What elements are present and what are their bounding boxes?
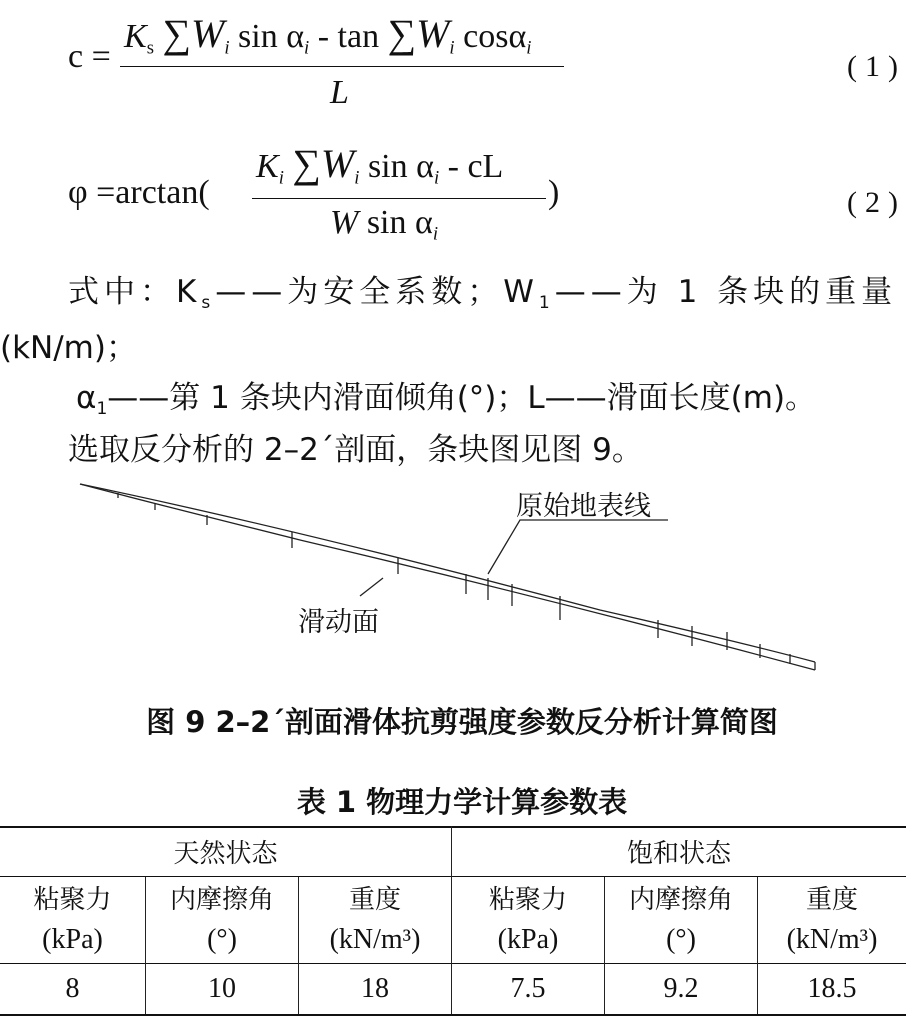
column-header: 重度 (kN/m³) [299,877,452,964]
slope-section-diagram [0,470,924,690]
equation-1-lhs: c = [68,38,111,75]
column-header: 内摩擦角 (°) [605,877,758,964]
table-cell: 7.5 [452,964,605,1015]
text-line-1: 式中：$K_s——$为安全系数；$W_1——$为 1 条块的重量 [68,274,898,313]
text-line-2: (kN/m)； [0,330,137,366]
column-header: 粘聚力 (kPa) [0,877,146,964]
table-row [0,964,906,1015]
text-line-4: 选取反分析的 2–2´剖面，条块图见图 9。 [68,432,643,468]
equation-2-lhs: φ =arctan( [68,174,210,211]
figure-caption: 图 9 2–2´剖面滑体抗剪强度参数反分析计算简图 [146,705,778,739]
slip-label-leader [360,578,383,596]
equation-2-denominator: W $\sin \alpha_i$ [330,204,439,245]
ground-surface-line [80,484,815,662]
slip-surface-label: 滑动面 [298,607,379,638]
equation-1-numerator: $K_s$ $\sum W_i$ $\sin \alpha_i$ - $\tan \sum W_i$ cosα$_i$ [124,11,532,59]
column-header: 粘聚力 (kPa) [452,877,605,964]
group-header-natural: 天然状态 [173,838,278,869]
equation-2-fraction-bar [252,198,546,199]
equation-2-number: (2) [847,186,906,219]
table-cell: 18.5 [758,964,907,1015]
column-header: 重度 (kN/m³) [758,877,907,964]
group-header-saturated: 饱和状态 [452,826,907,877]
equation-1-number: (1) [847,50,906,83]
equation-1-denominator: L [330,74,349,111]
text-line-3: $\alpha_1——$第 1 条块内滑面倾角(°)；L——滑面长度(m)。 [76,380,817,419]
equation-2-close-paren: ) [548,174,560,211]
equation-2-numerator: $K_i$ $\sum W_i$ $\sin \alpha_i$ - cL [256,141,504,189]
equation-1-fraction-bar [120,66,564,67]
table-bottom-rule [0,1014,906,1016]
parameter-table [0,826,906,1014]
slip-surface-line [80,484,815,670]
slice-lines [118,493,790,664]
column-header: 内摩擦角 (°) [146,877,299,964]
table-column-header-row [0,877,906,964]
ground-surface-label: 原始地表线 [516,491,651,522]
table-cell: 10 [146,964,299,1015]
table-group-header-row [0,826,906,877]
table-cell: 8 [0,964,146,1015]
surface-label-leader [488,520,668,574]
table-cell: 9.2 [605,964,758,1015]
table-cell: 18 [299,964,452,1015]
table-title: 表 1 物理力学计算参数表 [296,785,628,819]
